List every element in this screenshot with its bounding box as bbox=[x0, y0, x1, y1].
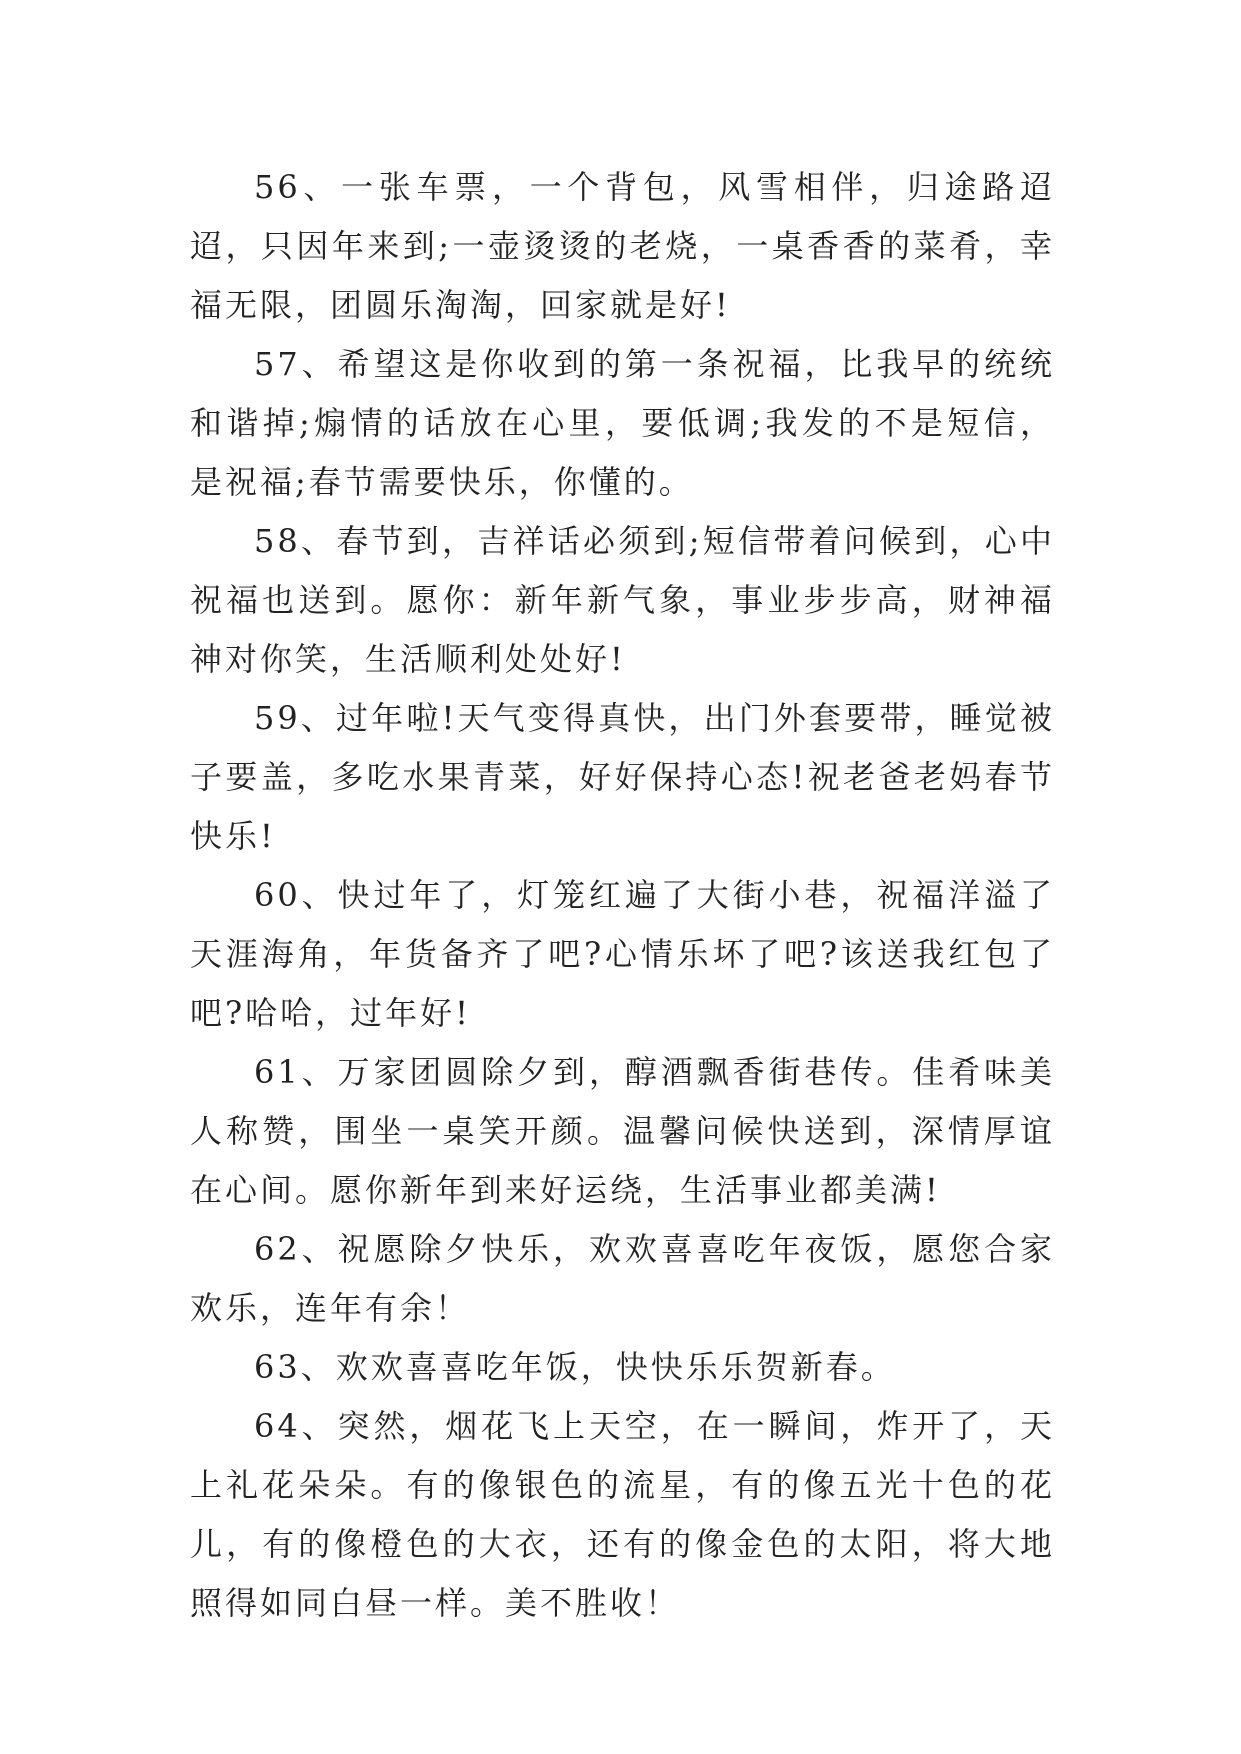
paragraph-61: 61、万家团圆除夕到，醇酒飘香街巷传。佳肴味美人称赞，围坐一桌笑开颜。温馨问候快送到，深情厚谊在心间。愿你新年到来好运绕，生活事业都美满! bbox=[190, 1053, 1055, 1209]
paragraph-60: 60、快过年了，灯笼红遍了大街小巷，祝福洋溢了天涯海角，年货备齐了吧?心情乐坏了吧?该送我红包了吧?哈哈，过年好! bbox=[190, 876, 1055, 1032]
document-body bbox=[190, 158, 1055, 1633]
paragraph-58: 58、春节到，吉祥话必须到;短信带着问候到，心中祝福也送到。愿你：新年新气象，事业步步高，财神福神对你笑，生活顺利处处好! bbox=[190, 522, 1055, 678]
paragraph-62: 62、祝愿除夕快乐，欢欢喜喜吃年夜饭，愿您合家欢乐，连年有余！ bbox=[190, 1230, 1055, 1327]
paragraph-59: 59、过年啦!天气变得真快，出门外套要带，睡觉被子要盖，多吃水果青菜，好好保持心态!祝老爸老妈春节快乐! bbox=[190, 699, 1055, 855]
paragraph-56: 56、一张车票，一个背包，风雪相伴，归途路迢迢，只因年来到;一壶烫烫的老烧，一桌香香的菜肴，幸福无限，团圆乐淘淘，回家就是好! bbox=[190, 168, 1055, 324]
paragraph-63: 63、欢欢喜喜吃年饭，快快乐乐贺新春。 bbox=[254, 1348, 896, 1386]
paragraph-57: 57、希望这是你收到的第一条祝福，比我早的统统和谐掉;煽情的话放在心里，要低调;我发的不是短信，是祝福;春节需要快乐，你懂的。 bbox=[190, 345, 1055, 501]
paragraph-64: 64、突然，烟花飞上天空，在一瞬间，炸开了，天上礼花朵朵。有的像银色的流星，有的像五光十色的花儿，有的像橙色的大衣，还有的像金色的太阳，将大地照得如同白昼一样。美不胜收！ bbox=[190, 1407, 1055, 1622]
